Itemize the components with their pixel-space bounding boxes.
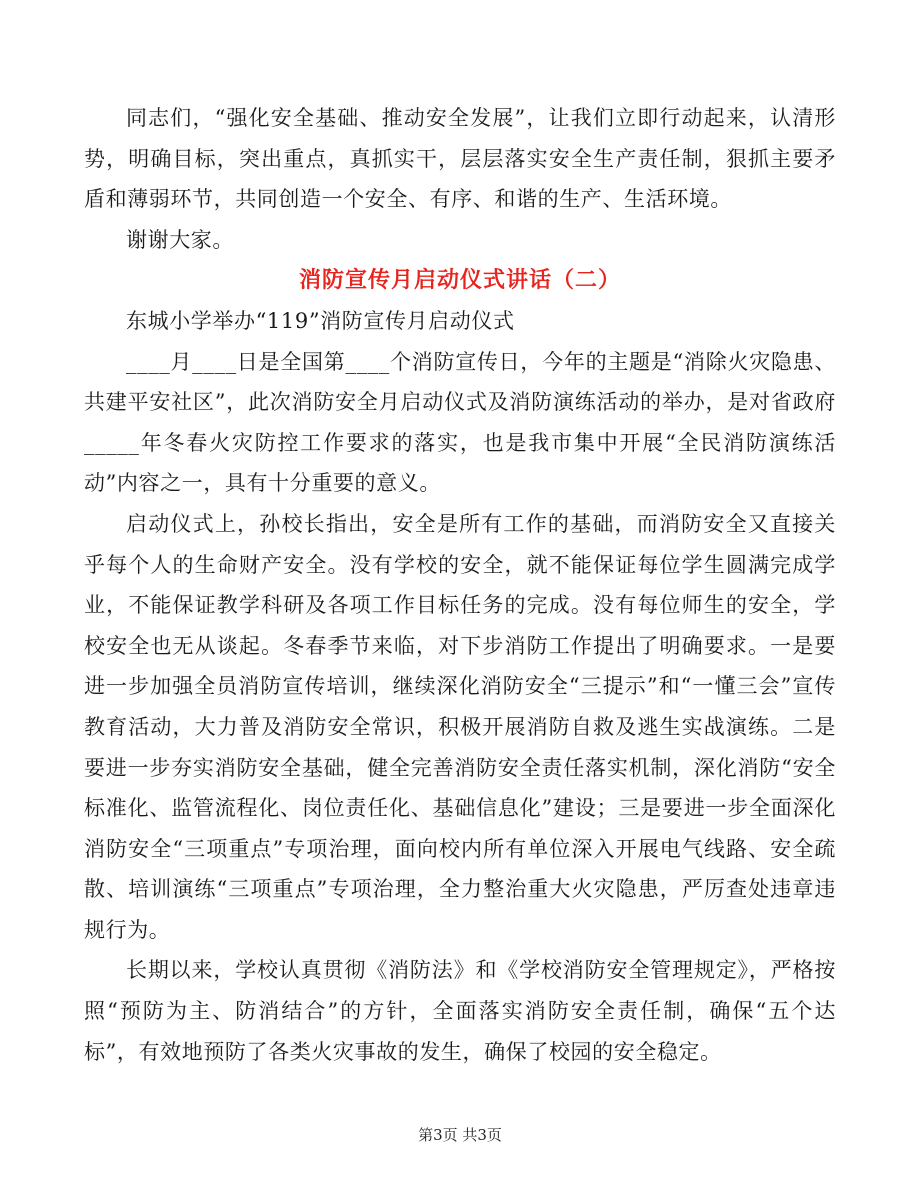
section-title: 消防宣传月启动仪式讲话（二）	[298, 267, 621, 294]
body-paragraph-3: 长期以来，学校认真贯彻《消防法》和《学校消防安全管理规定》，严格按照“预防为主、防消结合”的方针，全面落实消防安全责任制，确保“五个达标”，有效地预防了各类火灾事故的发生，确保了校园的安全稳定。	[84, 958, 836, 1064]
subheading: 东城小学举办“119”消防宣传月启动仪式	[126, 308, 515, 333]
document-page	[84, 98, 836, 1072]
body-paragraph-2: 启动仪式上，孙校长指出，安全是所有工作的基础，而消防安全又直接关乎每个人的生命财产安全。没有学校的安全，就不能保证每位学生圆满完成学业，不能保证教学科研及各项工作目标任务的完成。没有每位师生的安全，学校安全也无从谈起。冬春季节来临，对下步消防工作提出了明确要求。一是要进一步加强全员消防宣传培训，继续深化消防安全“三提示”和“一懂三会”宣传教育活动，大力普及消防安全常识，积极开展消防自救及逃生实战演练。二是要进一步夯实消防安全基础，健全完善消防安全责任落实机制，深化消防“安全标准化、监管流程化、岗位责任化、基础信息化”建设；三是要进一步全面深化消防安全“三项重点”专项治理，面向校内所有单位深入开展电气线路、安全疏散、培训演练“三项重点”专项治理，全力整治重大火灾隐患，严厉查处违章违规行为。	[84, 511, 836, 942]
thanks-paragraph: 谢谢大家。	[126, 227, 234, 252]
closing-paragraph: 同志们，“强化安全基础、推动安全发展”，让我们立即行动起来，认清形势，明确目标，突出重点，真抓实干，层层落实安全生产责任制，狠抓主要矛盾和薄弱环节，共同创造一个安全、有序、和谐的生产、生活环境。	[84, 106, 836, 212]
body-paragraph-1: ____月____日是全国第____个消防宣传日，今年的主题是“消除火灾隐患、共建平安社区”，此次消防安全月启动仪式及消防演练活动的举办，是对省政府_____年冬春火灾防控工作要求的落实，也是我市集中开展“全民消防演练活动”内容之一，具有十分重要的意义。	[84, 349, 836, 496]
page-footer: 第3页 共3页	[418, 1126, 502, 1144]
